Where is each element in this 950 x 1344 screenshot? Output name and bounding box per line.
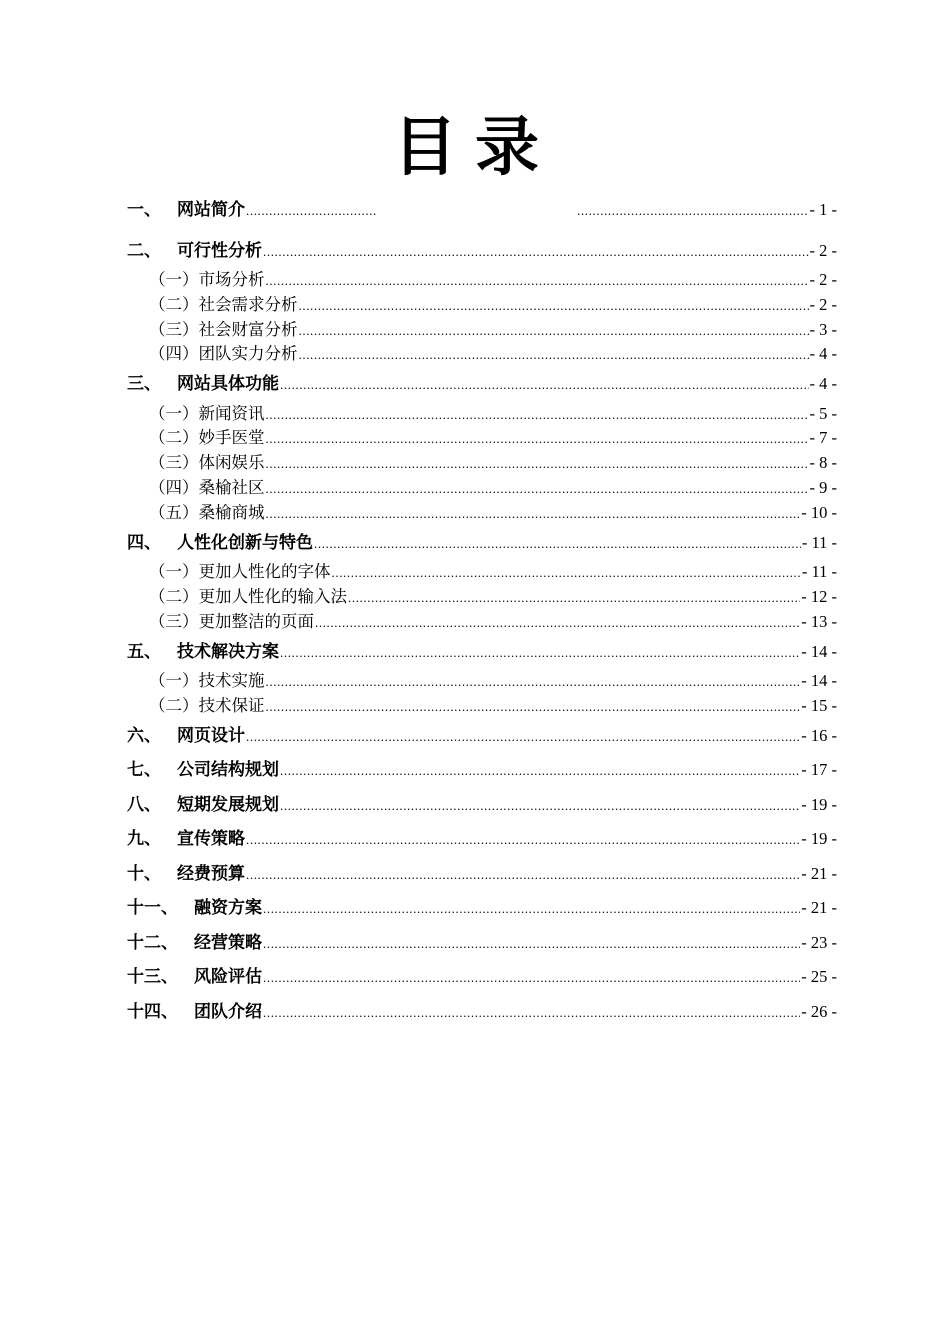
toc-entry-number: 十、 [127,863,161,884]
toc-entry-number: 六、 [127,725,161,746]
toc-entry[interactable] [127,926,837,961]
toc-entry-number: 十二、 [127,932,178,953]
dot-leader [266,427,809,452]
dot-leader [263,235,809,270]
toc-entry-page: - 26 - [801,1001,837,1021]
toc-subentry-page: - 7 - [809,428,837,448]
dot-leader [263,961,800,996]
dot-leader [263,996,800,1031]
toc-entry-label: 可行性分析 [177,240,262,261]
toc-subentry[interactable] [127,560,837,585]
toc-entry-number: 十一、 [127,898,178,919]
dot-leader [266,670,801,695]
toc-subentry[interactable] [127,318,837,343]
dot-leader [299,343,809,368]
toc-subentry-label: （一）市场分析 [149,270,265,289]
toc-subentry-page: - 9 - [809,478,837,498]
toc-entry-label: 团队介绍 [194,1001,262,1022]
toc-entry[interactable] [127,193,837,228]
toc-entry-page: - 4 - [809,374,837,394]
toc-subentry[interactable] [127,402,837,427]
dot-leader [263,927,800,962]
toc-subentry[interactable] [127,476,837,501]
toc-entry-label: 网站具体功能 [177,374,279,395]
toc-entry-number: 一、 [127,200,161,220]
dot-leader [246,194,809,229]
toc-subentry-label: （二）技术保证 [149,695,265,715]
toc-entry-page: - 19 - [801,794,837,814]
toc-subentry-page: - 11 - [801,562,837,582]
toc-entry-number: 十四、 [127,1001,178,1022]
toc-entry[interactable] [127,857,837,892]
toc-entry-number: 三、 [127,374,161,395]
toc-entry[interactable] [127,995,837,1030]
dot-leader [280,789,800,824]
toc-entry[interactable] [127,960,837,995]
toc-entry-label: 风险评估 [194,967,262,988]
dot-leader [246,823,800,858]
toc-entry-page: - 21 - [801,898,837,918]
toc-entry-label: 短期发展规划 [177,794,279,815]
toc-entry-label: 经费预算 [177,863,245,884]
toc-entry-number: 五、 [127,641,161,662]
toc-entry-number: 八、 [127,794,161,815]
toc-subentry-label: （一）新闻资讯 [149,403,265,423]
toc-entry-page: - 1 - [809,200,837,219]
toc-subentry-page: - 2 - [809,294,837,314]
toc-subentry-label: （二）更加人性化的输入法 [149,586,347,606]
toc-entry-page: - 19 - [801,829,837,849]
toc-entry-page: - 14 - [801,641,837,661]
toc-subentry-page: - 4 - [809,344,837,364]
toc-subentry-label: （二）社会需求分析 [149,294,298,314]
dot-leader [280,754,800,789]
dot-leader [266,502,801,527]
toc-entry-label: 网页设计 [177,725,245,746]
dot-leader [315,611,800,636]
page-title: 目录 [393,110,557,185]
dot-leader [266,269,809,294]
toc-entry-page: - 11 - [801,532,837,552]
toc-entry-label: 宣传策略 [177,829,245,850]
toc-entry-label: 人性化创新与特色 [177,532,313,553]
dot-leader [280,636,800,671]
toc-entry-number: 四、 [127,532,161,553]
toc-subentry-page: - 8 - [809,453,837,473]
toc-subentry-label: （二）妙手医堂 [149,428,265,448]
toc-subentry-page: - 13 - [801,611,837,631]
dot-leader [299,294,809,319]
dot-leader [246,858,800,893]
toc-entry[interactable] [127,635,837,670]
dot-leader [280,368,809,403]
toc-entry-page: - 16 - [801,725,837,745]
toc-entry-page: - 17 - [801,760,837,780]
toc-entry[interactable] [127,891,837,926]
dot-leader [263,892,800,927]
toc-subentry-label: （四）团队实力分析 [149,344,298,364]
toc-entry-number: 十三、 [127,967,178,988]
toc-subentry[interactable] [127,342,837,367]
dot-leader [348,586,800,611]
toc-subentry-label: （三）社会财富分析 [149,319,298,339]
toc-subentry[interactable] [127,501,837,526]
table-of-contents [127,193,837,1029]
toc-entry[interactable] [127,526,837,561]
toc-entry-number: 七、 [127,760,161,781]
dot-leader [246,720,800,755]
toc-subentry[interactable] [127,585,837,610]
toc-subentry-label: （三）体闲娱乐 [149,453,265,473]
toc-entry-label: 融资方案 [194,898,262,919]
dot-leader [266,403,809,428]
toc-entry-page: - 2 - [809,240,837,260]
toc-subentry[interactable] [127,268,837,293]
dot-leader [266,477,809,502]
toc-subentry[interactable] [127,694,837,719]
toc-subentry-page: - 14 - [801,671,837,691]
toc-entry[interactable] [127,753,837,788]
dot-leader [299,319,809,344]
toc-subentry[interactable] [127,451,837,476]
toc-entry-page: - 23 - [801,932,837,952]
toc-entry-label: 公司结构规划 [177,760,279,781]
toc-entry[interactable] [127,788,837,823]
dot-leader [314,527,801,562]
toc-subentry-label: （四）桑榆社区 [149,478,265,498]
toc-entry-label: 技术解决方案 [177,641,279,662]
toc-subentry-label: （一）更加人性化的字体 [149,562,331,582]
toc-entry-number: 九、 [127,829,161,850]
dot-leader [266,695,801,720]
toc-subentry-page: - 12 - [801,586,837,606]
toc-subentry-page: - 10 - [801,502,837,522]
toc-subentry-label: （一）技术实施 [149,671,265,691]
toc-subentry[interactable] [127,669,837,694]
dot-leader [332,561,801,586]
toc-subentry[interactable] [127,610,837,635]
toc-subentry[interactable] [127,426,837,451]
toc-subentry-page: - 2 - [809,270,837,289]
toc-subentry-page: - 15 - [801,695,837,715]
toc-entry[interactable] [127,234,837,269]
toc-subentry[interactable] [127,293,837,318]
toc-entry[interactable] [127,822,837,857]
toc-subentry-label: （三）更加整洁的页面 [149,611,314,631]
toc-entry-label: 经营策略 [194,932,262,953]
toc-entry-number: 二、 [127,240,161,261]
toc-subentry-page: - 3 - [809,319,837,339]
toc-subentry-label: （五）桑榆商城 [149,502,265,522]
toc-entry[interactable] [127,367,837,402]
toc-entry-label: 网站简介 [177,200,245,220]
dot-leader [266,452,809,477]
toc-subentry-page: - 5 - [809,403,837,423]
toc-entry-page: - 25 - [801,967,837,987]
toc-entry-page: - 21 - [801,863,837,883]
toc-entry[interactable] [127,719,837,754]
